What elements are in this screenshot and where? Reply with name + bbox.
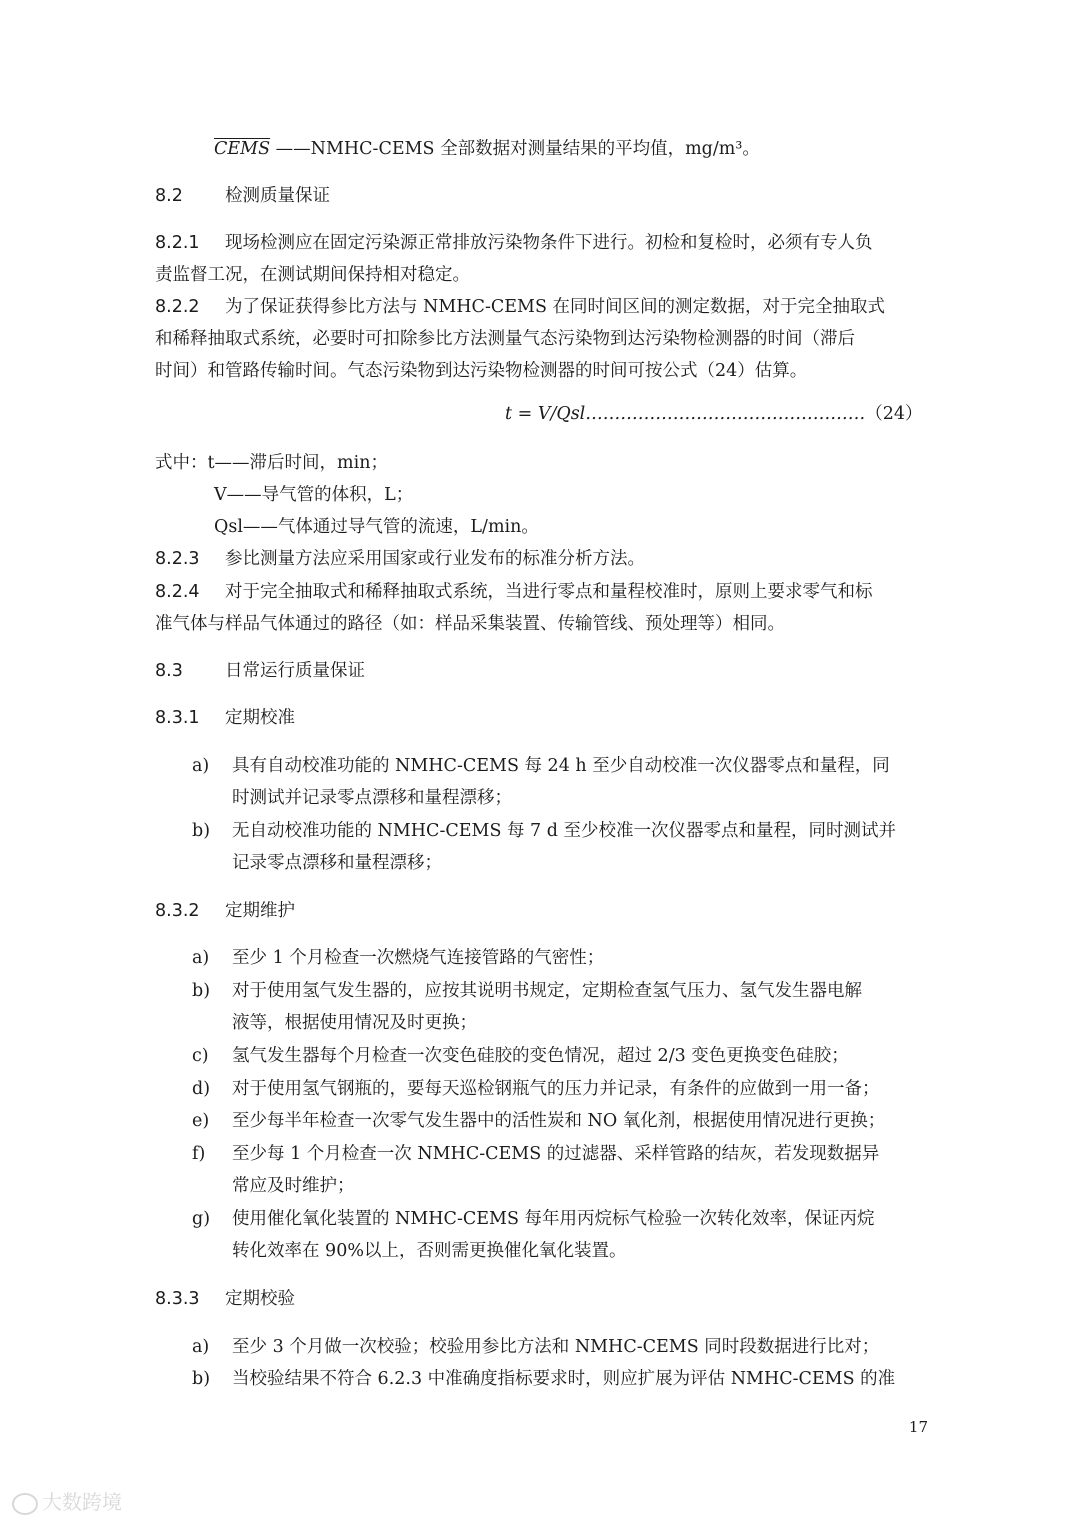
formula-number: （24） (865, 404, 923, 424)
formula-expression: t = V/Qsl………………………………………… (505, 404, 866, 424)
list-text: 对于使用氢气发生器的，应按其说明书规定，定期检查氢气压力、氢气发生器电解 (232, 981, 862, 1001)
section-title: 定期校准 (225, 708, 295, 728)
list-text: 至少 1 个月检查一次燃烧气连接管路的气密性； (232, 948, 605, 968)
list-label: b) (192, 821, 211, 841)
paragraph-text: 责监督工况，在测试期间保持相对稳定。 (155, 265, 470, 285)
section-number: 8.2.1 (155, 233, 200, 253)
section-8-3-3-heading (155, 1287, 295, 1311)
paragraph-text: 对于完全抽取式和稀释抽取式系统，当进行零点和量程校准时，原则上要求零气和标 (225, 582, 873, 602)
section-title: 检测质量保证 (225, 186, 330, 206)
cems-bar-symbol: CEMS (214, 139, 271, 159)
list-text: 至少每半年检查一次零气发生器中的活性炭和 NO 氧化剂，根据使用情况进行更换； (232, 1111, 886, 1131)
section-number: 8.3.1 (155, 708, 200, 728)
section-8-2-heading (155, 184, 330, 208)
list-item-8-3-1-a-cont (232, 786, 512, 810)
section-number: 8.3.3 (155, 1289, 200, 1309)
list-text: 至少 3 个月做一次校验；校验用参比方法和 NMHC-CEMS 同时段数据进行比对； (232, 1337, 880, 1357)
section-8-2-4-cont (155, 612, 785, 636)
paragraph-text: 现场检测应在固定污染源正常排放污染物条件下进行。初检和复检时，必须有专人负 (225, 233, 873, 253)
list-item-8-3-2-b-cont (232, 1011, 477, 1035)
section-number: 8.2.4 (155, 582, 200, 602)
list-text: 使用催化氧化装置的 NMHC-CEMS 每年用丙烷标气检验一次转化效率，保证丙烷 (232, 1209, 875, 1229)
formula-24 (505, 402, 923, 426)
section-title: 定期维护 (225, 901, 295, 921)
section-8-2-2-cont1 (155, 327, 855, 351)
list-item-8-3-1-b-cont (232, 851, 442, 875)
list-label: e) (192, 1111, 210, 1131)
section-8-2-3 (155, 547, 645, 571)
list-text: 对于使用氢气钢瓶的，要每天巡检钢瓶气的压力并记录，有条件的应做到一用一备； (232, 1079, 880, 1099)
section-8-2-1-cont (155, 263, 470, 287)
watermark (12, 1486, 122, 1515)
section-8-3-1-heading (155, 706, 295, 730)
list-text: 无自动校准功能的 NMHC-CEMS 每 7 d 至少校准一次仪器零点和量程，同时测试并 (232, 821, 897, 841)
list-text: 记录零点漂移和量程漂移； (232, 853, 442, 873)
list-label: a) (192, 948, 210, 968)
cems-bar-text: ——NMHC-CEMS 全部数据对测量结果的平均值，mg/m³。 (275, 139, 760, 159)
paragraph-text: 和稀释抽取式系统，必要时可扣除参比方法测量气态污染物到达污染物检测器的时间（滞后 (155, 329, 855, 349)
where-label: 式中： (155, 453, 208, 473)
list-text: 液等，根据使用情况及时更换； (232, 1013, 477, 1033)
page-number: 17 (908, 1418, 928, 1436)
section-8-2-2-cont2 (155, 359, 807, 383)
list-text: 时测试并记录零点漂移和量程漂移； (232, 788, 512, 808)
where-intro (155, 451, 388, 475)
list-item-8-3-2-g-cont (232, 1239, 626, 1263)
list-label: a) (192, 756, 210, 776)
where-q (214, 515, 539, 539)
section-number: 8.3.2 (155, 901, 200, 921)
list-label: c) (192, 1046, 209, 1066)
where-t: t——滞后时间，min； (207, 453, 388, 473)
list-label: b) (192, 1369, 211, 1389)
section-8-3-2-heading (155, 899, 295, 923)
paragraph-text: 时间）和管路传输时间。气态污染物到达污染物检测器的时间可按公式（24）估算。 (155, 361, 808, 381)
section-title: 定期校验 (225, 1289, 295, 1309)
where-v-text: V——导气管的体积，L； (214, 485, 414, 505)
section-number: 8.3 (155, 661, 183, 681)
list-label: d) (192, 1079, 211, 1099)
watermark-text: 大数跨境 (42, 1490, 122, 1514)
list-text: 转化效率在 90%以上，否则需更换催化氧化装置。 (232, 1241, 627, 1261)
list-text: 氢气发生器每个月检查一次变色硅胶的变色情况，超过 2/3 变色更换变色硅胶； (232, 1046, 849, 1066)
list-item-8-3-2-f-cont (232, 1174, 355, 1198)
section-8-3-heading (155, 659, 365, 683)
section-8-2-4 (155, 580, 873, 604)
section-number: 8.2.3 (155, 549, 200, 569)
section-8-2-1 (155, 231, 873, 255)
paragraph-text: 为了保证获得参比方法与 NMHC-CEMS 在同时间区间的测定数据，对于完全抽取式 (225, 297, 885, 317)
where-q-text: Qsl——气体通过导气管的流速，L/min。 (214, 517, 539, 537)
list-text: 具有自动校准功能的 NMHC-CEMS 每 24 h 至少自动校准一次仪器零点和量程，同 (232, 756, 890, 776)
list-label: b) (192, 981, 211, 1001)
list-text: 当校验结果不符合 6.2.3 中准确度指标要求时，则应扩展为评估 NMHC-CEMS 的准 (232, 1369, 896, 1389)
list-label: a) (192, 1337, 210, 1357)
section-number: 8.2.2 (155, 297, 200, 317)
section-8-2-2 (155, 295, 885, 319)
paragraph-text: 参比测量方法应采用国家或行业发布的标准分析方法。 (225, 549, 645, 569)
list-label: f) (192, 1144, 206, 1164)
list-label: g) (192, 1209, 211, 1229)
definition-cems-mean (214, 137, 760, 161)
list-text: 常应及时维护； (232, 1176, 355, 1196)
section-title: 日常运行质量保证 (225, 661, 365, 681)
list-text: 至少每 1 个月检查一次 NMHC-CEMS 的过滤器、采样管路的结灰，若发现数据异 (232, 1144, 880, 1164)
paragraph-text: 准气体与样品气体通过的路径（如：样品采集装置、传输管线、预处理等）相同。 (155, 614, 785, 634)
watermark-logo-icon (12, 1493, 38, 1515)
where-v (214, 483, 413, 507)
section-number: 8.2 (155, 186, 183, 206)
